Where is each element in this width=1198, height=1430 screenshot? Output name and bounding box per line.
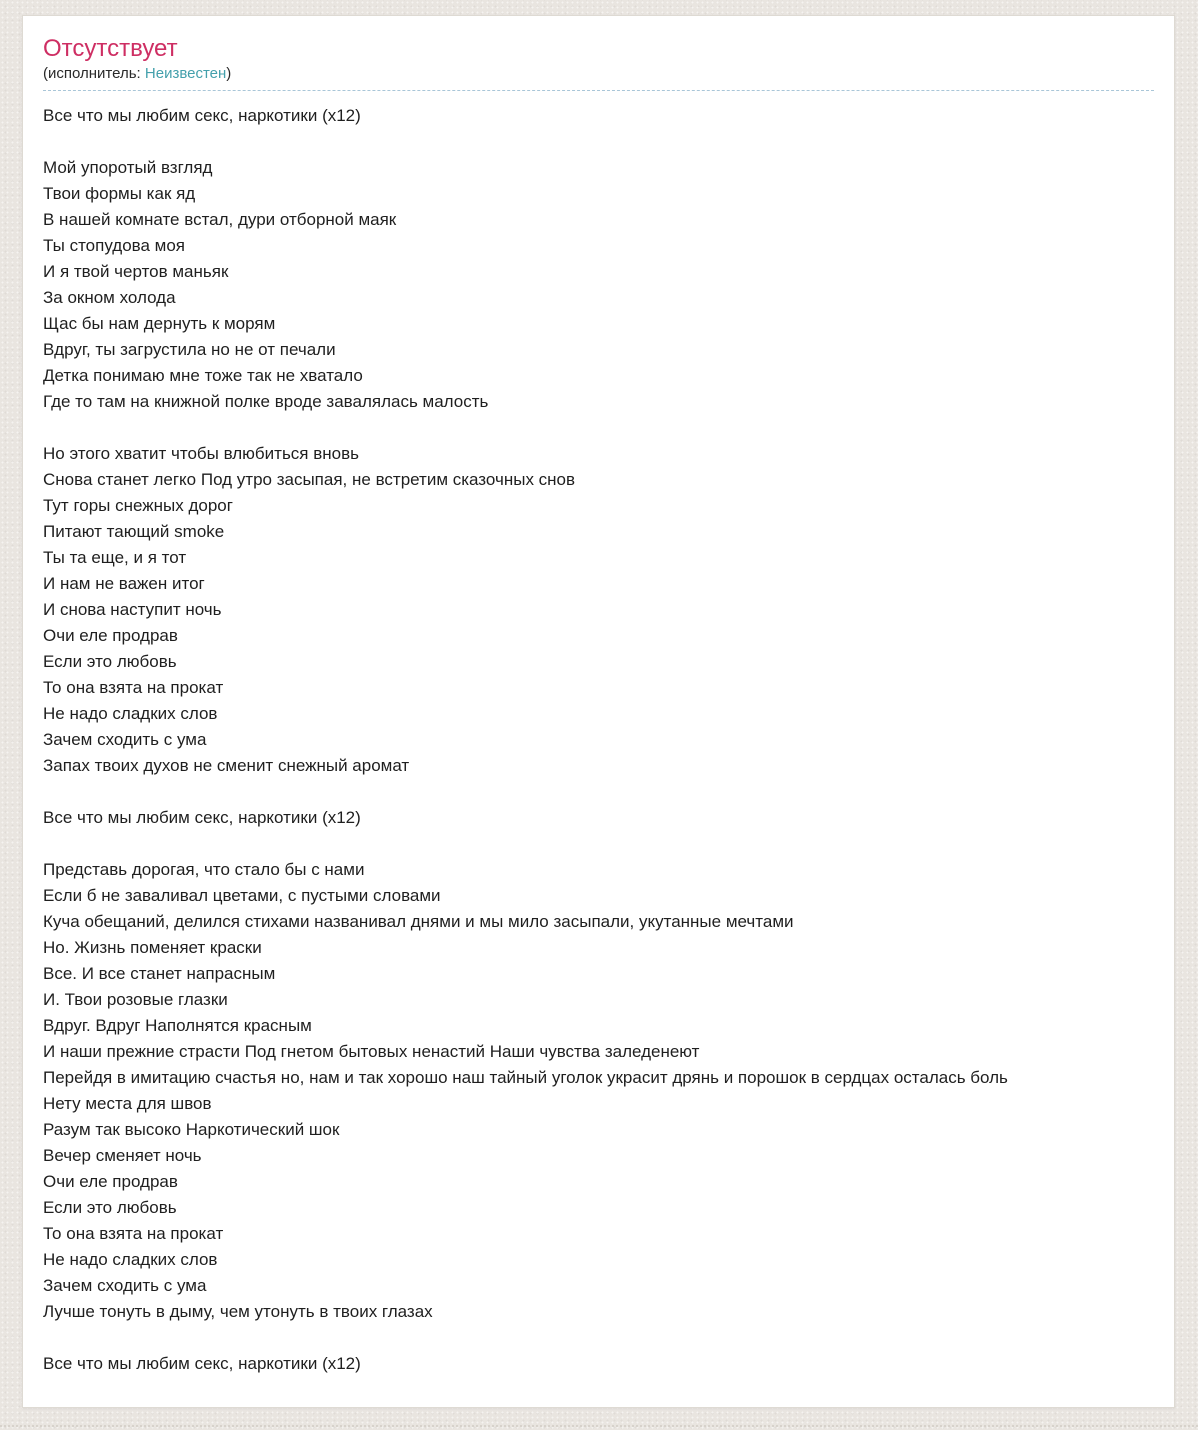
lyric-line: Все что мы любим секс, наркотики (х12)	[43, 808, 361, 828]
lyric-line: Вечер сменяет ночь	[43, 1146, 202, 1166]
lyric-line: Ты стопудова моя	[43, 236, 186, 256]
lyric-line: За окном холода	[43, 288, 176, 308]
lyric-line: Все что мы любим секс, наркотики (х12)	[43, 1354, 361, 1374]
song-header	[43, 36, 1154, 91]
lyrics	[43, 103, 1154, 1377]
lyric-line: И нам не важен итог	[43, 574, 205, 594]
lyric-line: И. Твои розовые глазки	[43, 990, 228, 1010]
lyric-line	[43, 129, 1154, 155]
lyric-line: Представь дорогая, что стало бы с нами	[43, 860, 365, 880]
artist-label-close: )	[226, 65, 232, 83]
lyric-line: Вдруг, ты загрустила но не от печали	[43, 340, 336, 360]
lyric-line	[43, 415, 1154, 441]
lyric-line: Перейдя в имитацию счастья но, нам и так хорошо наш тайный уголок украсит дрянь и порошок в сердцах осталась боль	[43, 1068, 1008, 1088]
lyric-line: Все что мы любим секс, наркотики (х12)	[43, 106, 361, 126]
lyric-line: Мой упоротый взгляд	[43, 158, 213, 178]
lyric-line: Если б не заваливал цветами, с пустыми словами	[43, 886, 441, 906]
lyric-line: Зачем сходить с ума	[43, 730, 207, 750]
lyric-line: Не надо сладких слов	[43, 704, 218, 724]
page-bottom-divider	[0, 1425, 1198, 1427]
lyric-line: И наши прежние страсти Под гнетом бытовых ненастий Наши чувства заледенеют	[43, 1042, 700, 1062]
lyric-line: То она взята на прокат	[43, 1224, 224, 1244]
lyric-line: И я твой чертов маньяк	[43, 262, 229, 282]
lyrics-page-card	[22, 15, 1175, 1408]
lyric-line	[43, 779, 1154, 805]
lyric-line	[43, 831, 1154, 857]
lyric-line: Если это любовь	[43, 1198, 177, 1218]
lyric-line: Твои формы как яд	[43, 184, 196, 204]
lyric-line: Лучше тонуть в дыму, чем утонуть в твоих глазах	[43, 1302, 433, 1322]
lyric-line: Запах твоих духов не сменит снежный аромат	[43, 756, 410, 776]
lyric-line: Если это любовь	[43, 652, 177, 672]
lyric-line: И снова наступит ночь	[43, 600, 222, 620]
lyric-line: Детка понимаю мне тоже так не хватало	[43, 366, 363, 386]
lyric-line: Не надо сладких слов	[43, 1250, 218, 1270]
lyric-line: Зачем сходить с ума	[43, 1276, 207, 1296]
lyric-line: Очи еле продрав	[43, 1172, 178, 1192]
lyric-line: Вдруг. Вдруг Наполнятся красным	[43, 1016, 312, 1036]
lyric-line: Тут горы снежных дорог	[43, 496, 233, 516]
lyric-line: Щас бы нам дернуть к морям	[43, 314, 276, 334]
lyric-line: Но. Жизнь поменяет краски	[43, 938, 262, 958]
lyric-line: Питают тающий smoke	[43, 522, 225, 542]
artist-label-open: (исполнитель:	[43, 65, 141, 83]
song-title: Отсутствует	[43, 35, 178, 62]
lyric-line: Очи еле продрав	[43, 626, 178, 646]
lyric-line: Где то там на книжной полке вроде завалялась малость	[43, 392, 489, 412]
lyric-line: Но этого хватит чтобы влюбиться вновь	[43, 444, 359, 464]
lyric-line: Снова станет легко Под утро засыпая, не встретим сказочных снов	[43, 470, 576, 490]
lyric-line: Ты та еще, и я тот	[43, 548, 187, 568]
lyric-line: В нашей комнате встал, дури отборной маяк	[43, 210, 397, 230]
lyric-line: Нету места для швов	[43, 1094, 212, 1114]
lyric-line: То она взята на прокат	[43, 678, 224, 698]
lyric-line	[43, 1325, 1154, 1351]
artist-link[interactable]: Неизвестен	[144, 65, 227, 83]
lyric-line: Все. И все станет напрасным	[43, 964, 276, 984]
lyric-line: Куча обещаний, делился стихами названивал днями и мы мило засыпали, укутанные мечтами	[43, 912, 794, 932]
lyric-line: Разум так высоко Наркотический шок	[43, 1120, 340, 1140]
artist-line	[43, 65, 1154, 83]
